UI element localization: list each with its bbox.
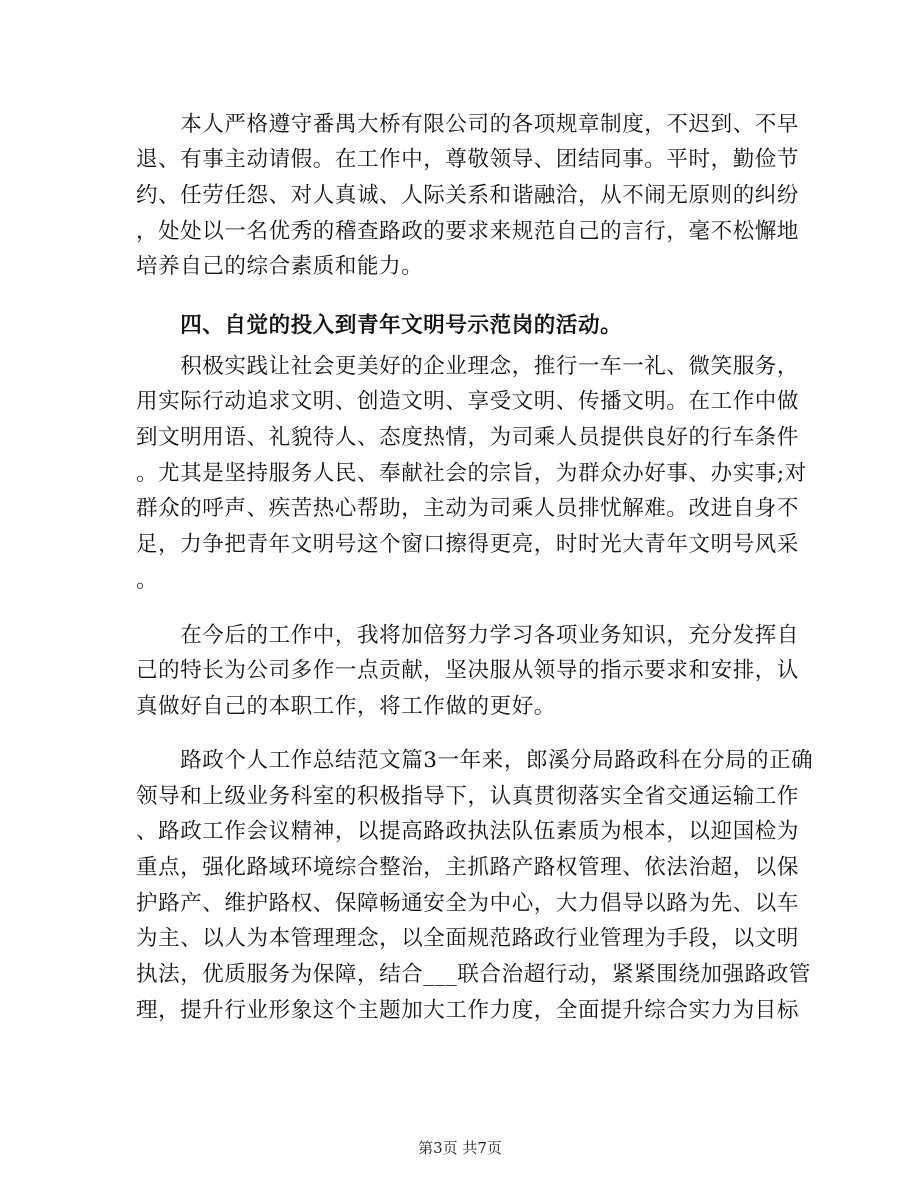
paragraph-line: 。尤其是坚持服务人民、奉献社会的宗旨，为群众办好事、办实事;对	[136, 461, 807, 486]
section-heading: 四、自觉的投入到青年文明号示范岗的活动。	[136, 313, 623, 338]
paragraph-line: 到文明用语、礼貌待人、态度热情，为司乘人员提供良好的行车条件	[136, 425, 800, 450]
paragraph-line: 为主、以人为本管理理念，以全面规范路政行业管理为手段，以文明	[136, 926, 800, 951]
paragraph-line: 本人严格遵守番禺大桥有限公司的各项规章制度，不迟到、不早	[136, 112, 800, 137]
paragraph-line: 在今后的工作中，我将加倍努力学习各项业务知识，充分发挥自	[136, 623, 800, 648]
paragraph-line: 。	[136, 568, 159, 593]
paragraph-line: 足，力争把青年文明号这个窗口擦得更亮，时时光大青年文明号风采	[136, 532, 800, 557]
paragraph-line: 护路产、维护路权、保障畅通安全为中心，大力倡导以路为先、以车	[136, 891, 800, 916]
paragraph-line: 真做好自己的本职工作，将工作做的更好。	[136, 694, 556, 719]
paragraph-line: 群众的呼声、疾苦热心帮助，主动为司乘人员排忧解难。改进自身不	[136, 496, 800, 521]
paragraph-line: 积极实践让社会更美好的企业理念，推行一车一礼、微笑服务，	[136, 354, 800, 379]
paragraph-line: 己的特长为公司多作一点贡献，坚决服从领导的指示要求和安排，认	[136, 658, 800, 683]
paragraph-line: 重点，强化路域环境综合整治，主抓路产路权管理、依法治超，以保	[136, 855, 800, 880]
paragraph-line: 用实际行动追求文明、创造文明、享受文明、传播文明。在工作中做	[136, 389, 800, 414]
paragraph-line: 退、有事主动请假。在工作中，尊敬领导、团结同事。平时，勤俭节	[136, 147, 800, 172]
paragraph-line: 约、任劳任怨、对人真诚、人际关系和谐融洽，从不闹无原则的纠纷	[136, 183, 800, 208]
paragraph-line: 执法，优质服务为保障，结合___联合治超行动，紧紧围绕加强路政管	[136, 962, 811, 987]
paragraph-line: 领导和上级业务科室的积极指导下，认真贯彻落实全省交通运输工作	[136, 784, 800, 809]
paragraph-line: ，处处以一名优秀的稽查路政的要求来规范自己的言行，毫不松懈地	[136, 219, 800, 244]
paragraph-line: 路政个人工作总结范文篇3一年来，郎溪分局路政科在分局的正确	[136, 748, 814, 773]
paragraph-line: 理，提升行业形象这个主题加大工作力度，全面提升综合实力为目标	[136, 998, 800, 1023]
page-number: 第3页 共7页	[418, 1139, 502, 1157]
paragraph-line: 培养自己的综合素质和能力。	[136, 254, 424, 279]
paragraph-line: 、路政工作会议精神，以提高路政执法队伍素质为根本，以迎国检为	[136, 819, 800, 844]
